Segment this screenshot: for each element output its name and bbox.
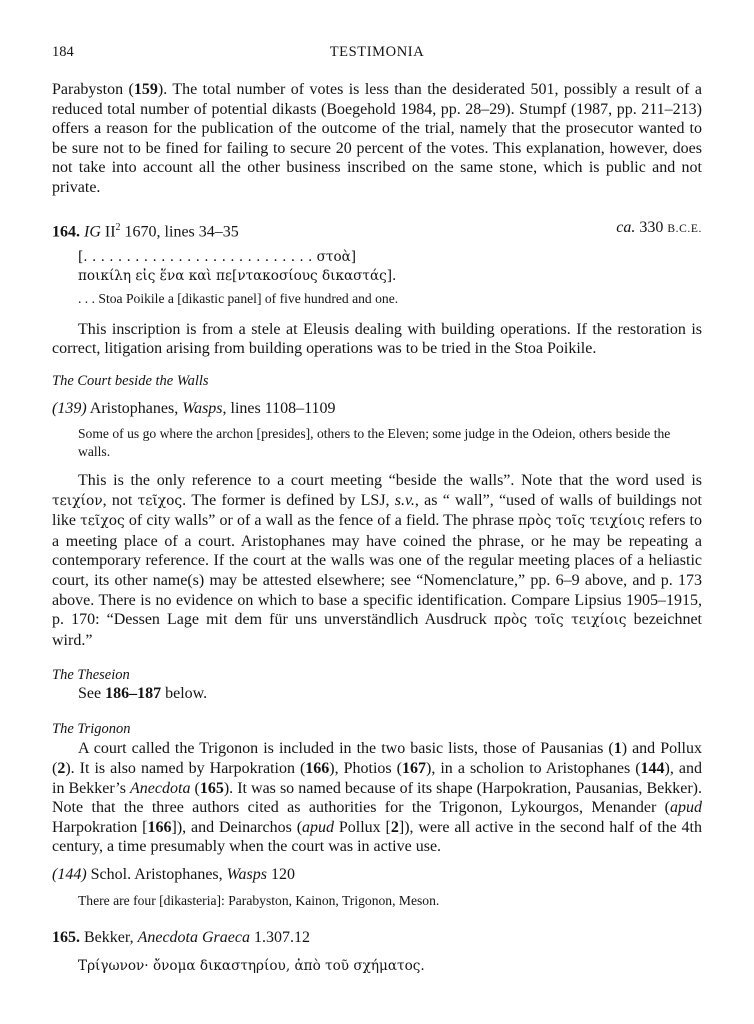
entry-164-translation: . . . Stoa Poikile a [dikastic panel] of five hundred and one.: [78, 290, 399, 306]
entry-164-date: ca. 330 B.C.E.: [616, 218, 702, 236]
running-title: TESTIMONIA: [329, 44, 425, 60]
section-heading-trigonon: The Trigonon: [52, 721, 131, 738]
court-walls-paragraph: This is the only reference to a court meeting “beside the walls”. Note that the word used is τειχίον, not τεῖχος. The former is defined by LSJ, s.v., as “ wall”, “used of walls of buildings not like τεῖχος of city walls” or of a wall as the fence of a field. The phrase πρὸς τοῖς τειχίοις refers to a meeting place of a court. Aristophanes may have coined the phrase, or he may be repeating a contemporary reference. If the court at the walls was one of the regular meeting places of a heliastic court, its other name(s) may be attested elsewhere; see “Nomenclature,” pp. 6–9 above, and p. 173 above. There is no evidence on which to base a specific identification. Compare Lipsius 1905–1915, p. 170: “Dessen Lage mit dem für uns unverständlich Ausdruck πρὸς τοῖς τειχίοις bezeichnet wird.”: [52, 472, 703, 649]
page-number: 184: [52, 44, 74, 60]
citation-139: (139) Aristophanes, Wasps, lines 1108–1109: [52, 400, 336, 418]
entry-165-heading: 165. Bekker, Anecdota Graeca 1.307.12: [52, 928, 310, 946]
running-head: [52, 44, 702, 68]
entry-164-greek: [. . . . . . . . . . . . . . . . . . . . . . . . . . . στοὰ] ποικίλη εἰς ἕνα καὶ πε[ντακοσίους δικαστάς].: [78, 248, 397, 285]
trigonon-paragraph: A court called the Trigonon is included in the two basic lists, those of Pausanias (1) and Pollux (2). It is also named by Harpokration (166), Photios (167), in a scholion to Aristophanes (144), and in Bekker’s Anecdota (165). It was so named because of its shape (Harpokration, Pausanias, Bekker). Note that the three authors cited as authorities for the Trigonon, Lykourgos, Menander (apud Harpokration [166]), and Deinarchos (apud Pollux [2]), were all active in the second half of the 4th century, a time presumably when the court was in active use.: [52, 740, 703, 856]
entry-164-comment: This inscription is from a stele at Eleusis dealing with building operations. If the restoration is correct, litigation arising from building operations was to be tried in the Stoa Poikile.: [52, 320, 702, 358]
entry-164-number: 164.: [52, 222, 80, 240]
section-heading-court-walls: The Court beside the Walls: [52, 373, 209, 390]
entry-164-heading: 164. IG $II^2$ 1670, lines 34–35 ca. 330 B.C.E.: [52, 218, 702, 240]
page: [52, 44, 702, 976]
citation-139-quote: Some of us go where the archon [presides], others to the Eleven; some judge in the Odeion, others beside the walls.: [78, 426, 671, 460]
section-heading-theseion: The Theseion: [52, 667, 130, 684]
citation-144-quote: There are four [dikasteria]: Parabyston, Kainon, Trigonon, Meson.: [78, 892, 440, 908]
citation-144: (144) Schol. Aristophanes, Wasps 120: [52, 865, 295, 883]
entry-165-greek: Τρίγωνον· ὄνομα δικαστηρίου, ἀπὸ τοῦ σχήματος.: [78, 957, 425, 974]
intro-paragraph: Parabyston (159). The total number of votes is less than the desiderated 501, possibly a result of a reduced total number of potential dikasts (Boegehold 1984, pp. 28–29). Stumpf (1987, pp. 211–213) offers a reason for the publication of the outcome of the trial, namely that the prosecutor wanted to be sure not to be fined for failing to secure 20 percent of the votes. This explanation, however, does not take into account all the other business inscribed on the same stone, which is public and not private.: [52, 81, 702, 196]
theseion-see: See 186–187 below.: [78, 685, 208, 703]
